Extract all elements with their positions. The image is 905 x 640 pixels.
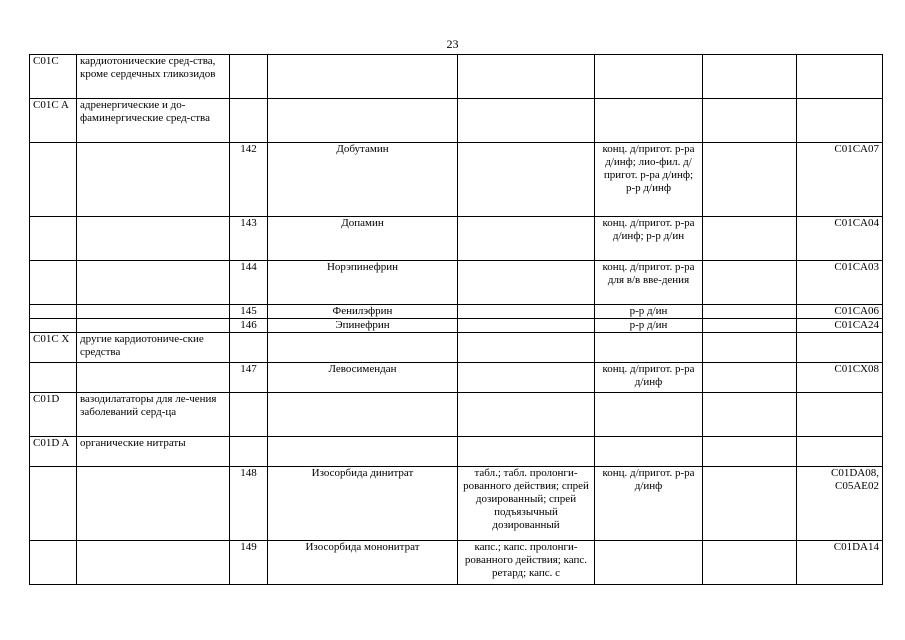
atc-group-name: адренергические и до-фаминергические сред-ства xyxy=(77,99,230,143)
atc-code: C01CA24 xyxy=(797,319,883,333)
atc-code: C01DA14 xyxy=(797,541,883,585)
dosage-forms-a: капс.; капс. пролонги-рованного действия; капс. ретард; капс. с xyxy=(458,541,595,585)
dosage-forms-b xyxy=(595,541,703,585)
drug-name: Изосорбида мононитрат xyxy=(268,541,458,585)
atc-group-name xyxy=(77,305,230,319)
item-number xyxy=(230,99,268,143)
dosage-forms-a xyxy=(458,363,595,393)
atc-group-code: C01C A xyxy=(30,99,77,143)
table-row xyxy=(30,333,883,363)
dosage-forms-a xyxy=(458,99,595,143)
atc-group-code xyxy=(30,261,77,305)
dosage-forms-a xyxy=(458,55,595,99)
atc-code xyxy=(797,393,883,437)
extra-cell xyxy=(703,55,797,99)
extra-cell xyxy=(703,467,797,541)
atc-group-name xyxy=(77,217,230,261)
item-number: 144 xyxy=(230,261,268,305)
atc-group-name: кардиотонические сред-ства, кроме сердечных гликозидов xyxy=(77,55,230,99)
dosage-forms-b xyxy=(595,393,703,437)
atc-group-name xyxy=(77,261,230,305)
atc-group-code xyxy=(30,541,77,585)
drug-name xyxy=(268,437,458,467)
atc-code: C01CA07 xyxy=(797,143,883,217)
atc-group-code xyxy=(30,217,77,261)
extra-cell xyxy=(703,217,797,261)
dosage-forms-b xyxy=(595,99,703,143)
dosage-forms-b: конц. д/пригот. р-ра д/инф; лио-фил. д/пригот. р-ра д/инф; р-р д/инф xyxy=(595,143,703,217)
dosage-forms-b: конц. д/пригот. р-ра для в/в вве-дения xyxy=(595,261,703,305)
table-row xyxy=(30,363,883,393)
extra-cell xyxy=(703,305,797,319)
extra-cell xyxy=(703,363,797,393)
drug-name xyxy=(268,333,458,363)
atc-code: C01CA06 xyxy=(797,305,883,319)
table-row xyxy=(30,217,883,261)
atc-group-name xyxy=(77,319,230,333)
drug-list-table xyxy=(29,54,883,585)
item-number: 142 xyxy=(230,143,268,217)
atc-code: C01CA03 xyxy=(797,261,883,305)
atc-group-code xyxy=(30,467,77,541)
table-row xyxy=(30,467,883,541)
dosage-forms-b: р-р д/ин xyxy=(595,319,703,333)
atc-group-name xyxy=(77,467,230,541)
drug-name: Добутамин xyxy=(268,143,458,217)
atc-group-code: C01D A xyxy=(30,437,77,467)
dosage-forms-a xyxy=(458,393,595,437)
dosage-forms-a xyxy=(458,217,595,261)
drug-name xyxy=(268,55,458,99)
dosage-forms-a xyxy=(458,437,595,467)
item-number: 146 xyxy=(230,319,268,333)
atc-group-name: другие кардиотониче-ские средства xyxy=(77,333,230,363)
dosage-forms-a xyxy=(458,143,595,217)
extra-cell xyxy=(703,143,797,217)
atc-group-code: C01C X xyxy=(30,333,77,363)
atc-group-code: C01C xyxy=(30,55,77,99)
dosage-forms-b: конц. д/пригот. р-ра д/инф; р-р д/ин xyxy=(595,217,703,261)
atc-group-name xyxy=(77,143,230,217)
atc-group-name: органические нитраты xyxy=(77,437,230,467)
extra-cell xyxy=(703,393,797,437)
dosage-forms-a xyxy=(458,319,595,333)
dosage-forms-b: конц. д/пригот. р-ра д/инф xyxy=(595,467,703,541)
atc-code: C01CA04 xyxy=(797,217,883,261)
item-number: 145 xyxy=(230,305,268,319)
item-number xyxy=(230,393,268,437)
atc-code xyxy=(797,55,883,99)
drug-name xyxy=(268,393,458,437)
atc-group-code: C01D xyxy=(30,393,77,437)
table-row xyxy=(30,99,883,143)
table-row xyxy=(30,305,883,319)
item-number: 149 xyxy=(230,541,268,585)
dosage-forms-b xyxy=(595,437,703,467)
item-number xyxy=(230,333,268,363)
dosage-forms-a xyxy=(458,333,595,363)
atc-group-name xyxy=(77,541,230,585)
extra-cell xyxy=(703,541,797,585)
atc-group-code xyxy=(30,305,77,319)
table-row xyxy=(30,55,883,99)
dosage-forms-b: р-р д/ин xyxy=(595,305,703,319)
item-number xyxy=(230,437,268,467)
dosage-forms-a xyxy=(458,261,595,305)
extra-cell xyxy=(703,319,797,333)
atc-code: C01DA08, C05AE02 xyxy=(797,467,883,541)
dosage-forms-a xyxy=(458,305,595,319)
drug-name: Норэпинефрин xyxy=(268,261,458,305)
drug-name: Эпинефрин xyxy=(268,319,458,333)
atc-group-code xyxy=(30,143,77,217)
extra-cell xyxy=(703,99,797,143)
atc-group-code xyxy=(30,363,77,393)
table-row xyxy=(30,437,883,467)
table-row xyxy=(30,393,883,437)
table-row xyxy=(30,319,883,333)
atc-group-code xyxy=(30,319,77,333)
item-number: 148 xyxy=(230,467,268,541)
atc-group-name: вазодилататоры для ле-чения заболеваний серд-ца xyxy=(77,393,230,437)
dosage-forms-b xyxy=(595,55,703,99)
atc-code: C01CX08 xyxy=(797,363,883,393)
extra-cell xyxy=(703,333,797,363)
atc-code xyxy=(797,437,883,467)
drug-name: Изосорбида динитрат xyxy=(268,467,458,541)
dosage-forms-a: табл.; табл. пролонги-рованного действия; спрей дозированный; спрей подъязычный дозированный xyxy=(458,467,595,541)
dosage-forms-b: конц. д/пригот. р-ра д/инф xyxy=(595,363,703,393)
table-row xyxy=(30,143,883,217)
dosage-forms-b xyxy=(595,333,703,363)
atc-code xyxy=(797,99,883,143)
page-number: 23 xyxy=(446,37,459,51)
table-row xyxy=(30,541,883,585)
atc-group-name xyxy=(77,363,230,393)
extra-cell xyxy=(703,261,797,305)
drug-name: Фенилэфрин xyxy=(268,305,458,319)
table-row xyxy=(30,261,883,305)
item-number: 147 xyxy=(230,363,268,393)
extra-cell xyxy=(703,437,797,467)
item-number: 143 xyxy=(230,217,268,261)
drug-name: Левосимендан xyxy=(268,363,458,393)
table-body xyxy=(30,55,883,585)
drug-name: Допамин xyxy=(268,217,458,261)
drug-name xyxy=(268,99,458,143)
item-number xyxy=(230,55,268,99)
atc-code xyxy=(797,333,883,363)
